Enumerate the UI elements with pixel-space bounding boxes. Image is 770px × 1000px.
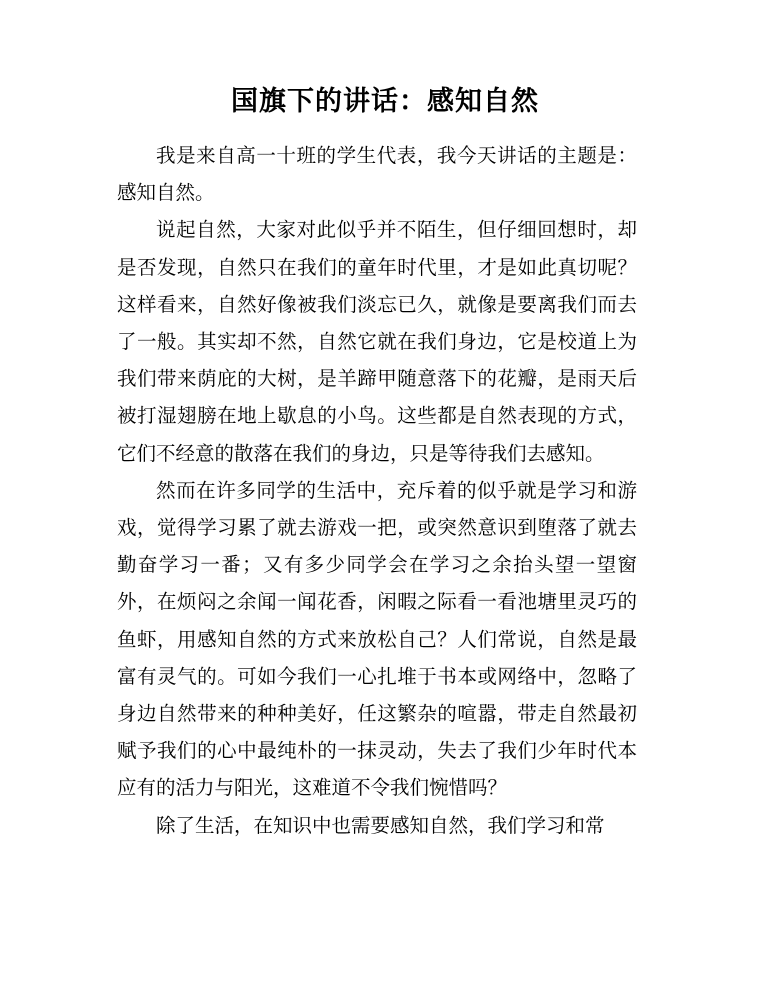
- paragraph-4: 除了生活，在知识中也需要感知自然，我们学习和常: [156, 813, 605, 837]
- paragraph-2: 说起自然，大家对此似乎并不陌生，但仔细回想时，却是否发现，自然只在我们的童年时代里，才是如此真切呢？这样看来，自然好像被我们淡忘已久，就像是要离我们而去了一般。其实却不然，自然它就在我们身边，它是校道上为我们带来荫庇的大树，是羊蹄甲随意落下的花瓣，是雨天后被打湿翅膀在地上歇息的小鸟。这些都是自然表现的方式，它们不经意的散落在我们的身边，只是等待我们去感知。: [117, 218, 637, 465]
- paragraph-3: 然而在许多同学的生活中，充斥着的似乎就是学习和游戏，觉得学习累了就去游戏一把，或突然意识到堕落了就去勤奋学习一番；又有多少同学会在学习之余抬头望一望窗外，在烦闷之余闻一闻花香，闲暇之际看一看池塘里灵巧的鱼虾，用感知自然的方式来放松自己？人们常说，自然是最富有灵气的。可如今我们一心扎堆于书本或网络中，忽略了身边自然带来的种种美好，任这繁杂的喧嚣，带走自然最初赋予我们的心中最纯朴的一抹灵动，失去了我们少年时代本应有的活力与阳光，这难道不令我们惋惜吗？: [117, 478, 637, 800]
- paragraph-1: 我是来自高一十班的学生代表，我今天讲话的主题是：感知自然。: [117, 144, 637, 205]
- document-title: 国旗下的讲话：感知自然: [231, 86, 539, 117]
- document-body: [117, 137, 637, 844]
